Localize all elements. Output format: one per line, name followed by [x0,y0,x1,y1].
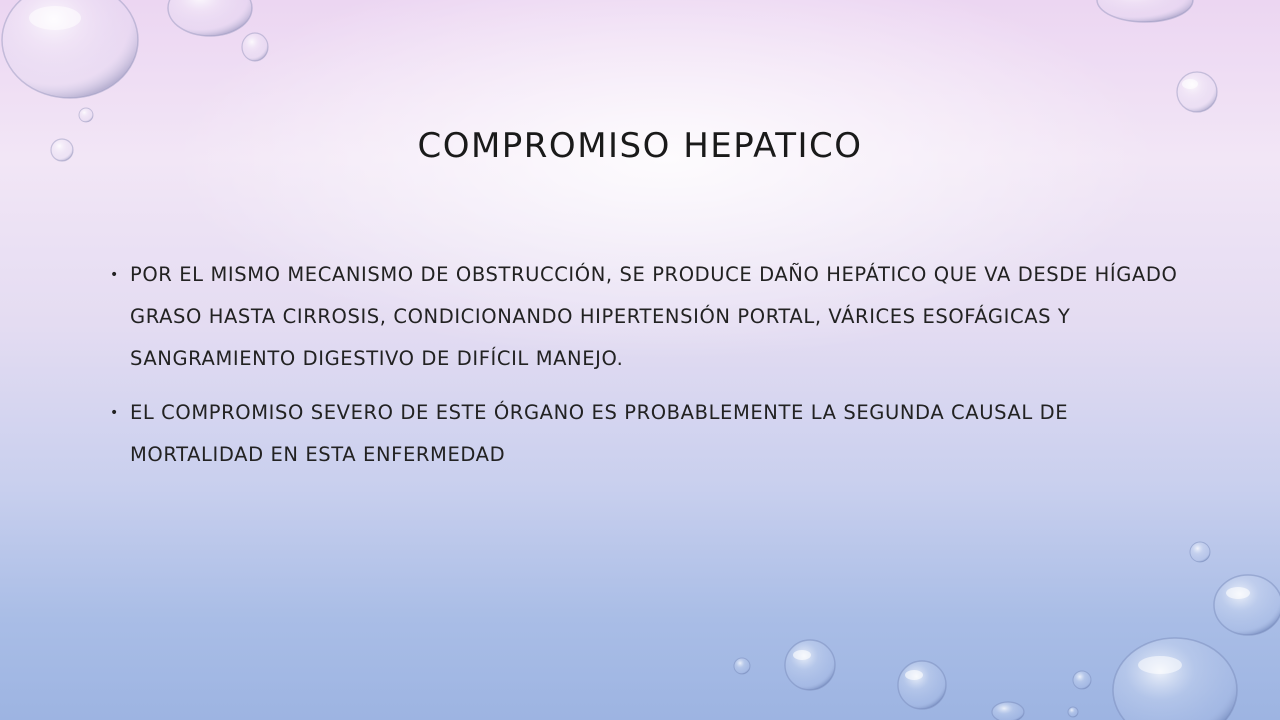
bullet-list [110,254,1190,488]
droplet-group-bottom-right [1068,542,1280,720]
bullet-marker: • [110,405,119,421]
bullet-marker: • [110,267,119,283]
bullet-text: EL COMPROMISO SEVERO DE ESTE ÓRGANO ES PROBABLEMENTE LA SEGUNDA CAUSAL DE MORTALIDAD EN ESTA ENFERMEDAD [130,401,1069,466]
bullet-text: POR EL MISMO MECANISMO DE OBSTRUCCIÓN, SE PRODUCE DAÑO HEPÁTICO QUE VA DESDE HÍGADO GRASO HASTA CIRROSIS, CONDICIONANDO HIPERTENSIÓN PORTAL, VÁRICES ESOFÁGICAS Y SANGRAMIENTO DIGESTIVO DE DIFÍCIL MANEJO. [130,263,1178,370]
droplet-group-top-right [1097,0,1217,112]
bullet-item [110,254,1190,380]
bullet-item [110,392,1190,476]
droplet-group-bottom-center [734,640,1024,720]
slide-title: COMPROMISO HEPATICO [417,126,863,166]
